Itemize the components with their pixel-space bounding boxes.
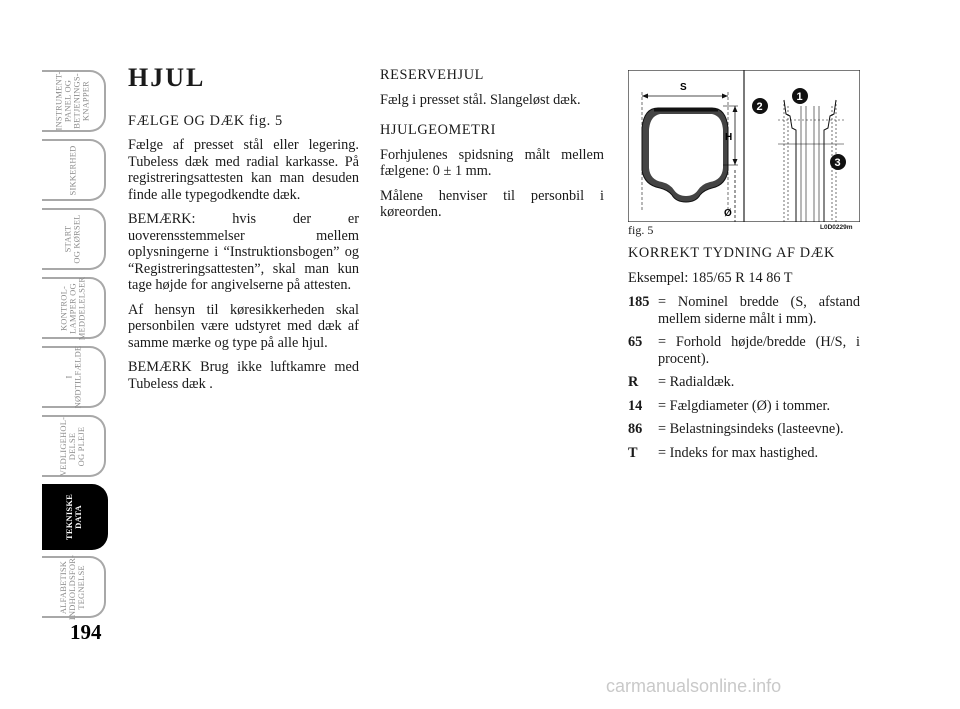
page-number: 194: [70, 620, 102, 644]
tab-warning-lights[interactable]: [42, 277, 106, 339]
code-value: = Forhold højde/bredde (H/S, i procent).: [658, 334, 860, 367]
code-value: = Belastningsindeks (lasteevne).: [658, 421, 844, 437]
tire-code-row: [628, 398, 860, 415]
section-heading: HJULGEOMETRI: [380, 122, 497, 138]
tire-code-row: [628, 421, 860, 438]
tire-diagram: [628, 70, 860, 222]
tab-label: KONTROL- LAMPER OG MEDDELELSER: [58, 276, 87, 340]
tab-label: START OG KØRSEL: [62, 214, 82, 264]
paragraph: BEMÆRK Brug ikke luftkamre med Tubeless dæk .: [128, 359, 359, 392]
tab-start-driving[interactable]: [42, 208, 106, 270]
code-key: 14: [628, 397, 643, 414]
tab-label: INSTRUMENT- PANEL OG BETJENINGS- KNAPPER: [54, 71, 91, 131]
tire-code-row: [628, 294, 860, 327]
tire-code-row: [628, 334, 860, 367]
column-1: [128, 63, 359, 400]
label-h: H: [725, 132, 733, 143]
tab-label: SIKKERHED: [67, 145, 78, 195]
paragraph: Fælge af presset stål eller legering. Tubeless dæk med radial karkasse. På registreringsattesten kan man desuden finde alle typegodkendte dæk.: [128, 137, 359, 203]
label-diameter: Ø: [724, 208, 732, 219]
paragraph: Af hensyn til køresikkerheden skal personbilen være udstyret med dæk af samme mærke og type på alle hjul.: [128, 301, 359, 351]
paragraph: Forhjulenes spidsning målt mellem fælgene: 0 ± 1 mm.: [380, 146, 604, 179]
svg-text:2: 2: [756, 101, 763, 113]
code-key: 86: [628, 421, 643, 437]
figure-code: L0D0229m: [820, 224, 853, 231]
code-key: T: [628, 444, 638, 461]
code-key: R: [628, 374, 639, 390]
callout-2: [752, 98, 768, 114]
tab-technical-data[interactable]: [42, 484, 108, 550]
code-key: 65: [628, 334, 643, 350]
code-value: = Radialdæk.: [658, 374, 735, 390]
code-key: 185: [628, 294, 650, 310]
section-heading: FÆLGE OG DÆK fig. 5: [128, 112, 283, 129]
tab-index[interactable]: [42, 556, 106, 618]
svg-text:1: 1: [796, 91, 803, 103]
tab-instrument-panel[interactable]: [42, 70, 106, 132]
code-value: = Fælgdiameter (Ø) i tommer.: [658, 397, 831, 414]
paragraph: Målene henviser til personbil i køreorden.: [380, 187, 604, 220]
svg-text:3: 3: [834, 157, 841, 169]
page-title: HJUL: [128, 63, 206, 92]
tab-label: VEDLIGEHOL- DELSE OG PLEJE: [58, 416, 87, 476]
callout-1: [792, 88, 808, 104]
tab-emergency[interactable]: [42, 346, 106, 408]
section-heading: RESERVEHJUL: [380, 67, 484, 83]
figure-caption: fig. 5: [628, 223, 654, 237]
tab-label: I NØDTILFÆLDE: [63, 345, 83, 409]
tire-code-row: [628, 445, 860, 462]
tab-label: TEKNISKE DATA: [63, 493, 83, 541]
callout-3: [830, 154, 846, 170]
tire-code-row: [628, 374, 860, 391]
section-heading: KORREKT TYDNING AF DÆK: [628, 245, 835, 261]
example-line: Eksempel: 185/65 R 14 86 T: [628, 269, 793, 286]
code-value: = Nominel bredde (S, afstand mellem siderne målt i mm).: [658, 294, 860, 327]
paragraph: BEMÆRK: hvis der er uoverensstemmelser mellem oplysningerne i “Instruktionsbogen” og “Registreringsattesten”, skal man kun tage højde for angivelserne på attesten.: [128, 211, 359, 293]
code-value: = Indeks for max hastighed.: [658, 444, 819, 461]
watermark: carmanualsonline.info: [606, 676, 782, 696]
column-2: [380, 67, 604, 229]
label-s: S: [680, 82, 687, 93]
tab-label: ALFABETISK INDHOLDSFOR- TEGNELSE: [58, 554, 87, 620]
tab-safety[interactable]: [42, 139, 106, 201]
paragraph: Fælg i presset stål. Slangeløst dæk.: [380, 91, 581, 108]
column-3: [628, 245, 860, 468]
tab-maintenance[interactable]: [42, 415, 106, 477]
